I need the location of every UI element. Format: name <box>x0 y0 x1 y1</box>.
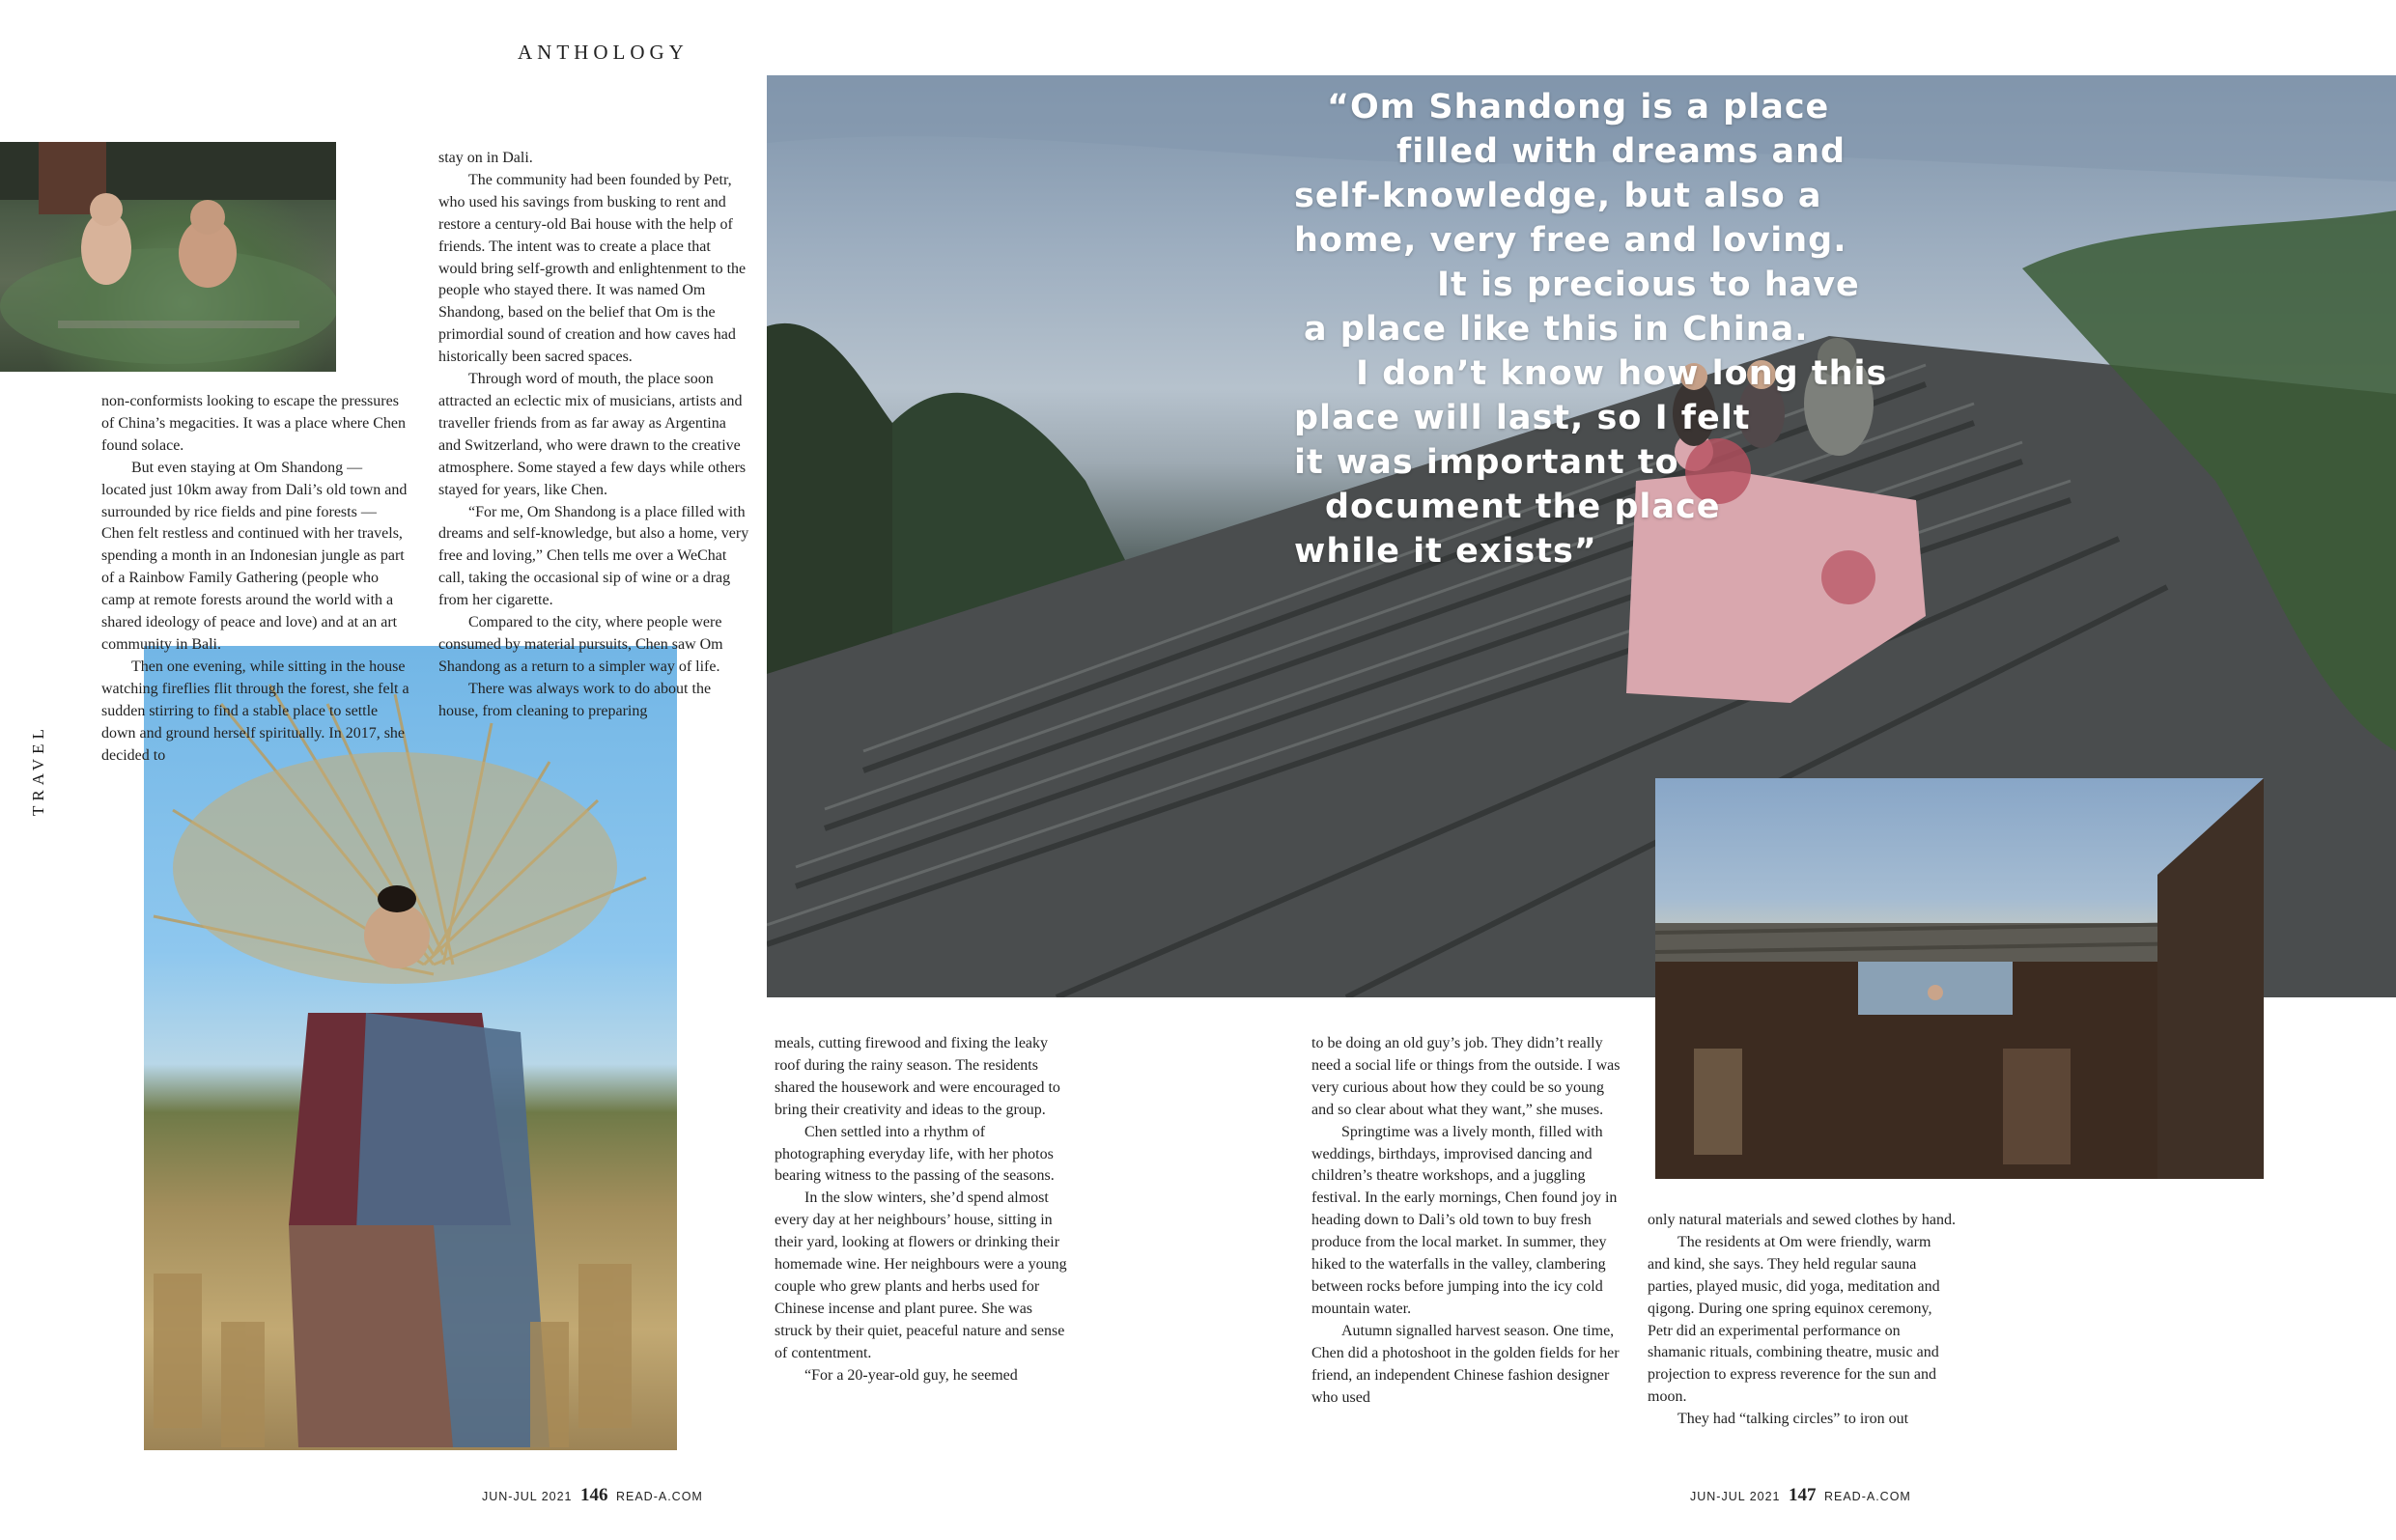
pull-quote-line: I don’t know how long this <box>1356 354 1888 393</box>
text-column-5 <box>1648 1210 1957 1431</box>
paragraph: Springtime was a lively month, filled with weddings, birthdays, improvised dancing and children’s theatre workshops, and a juggling festival. In the early mornings, Chen found joy in heading down to Dali’s old town to buy fresh produce from the local market. In summer, they hiked to the waterfalls in the valley, clambering between rocks before jumping into the icy cold mountain water. <box>1311 1123 1618 1317</box>
paragraph: But even staying at Om Shandong — located just 10km away from Dali’s old town and surrounded by rice fields and pine forests — Chen felt restless and continued with her travels, spending a month in an Indonesian jungle as part of a Rainbow Family Gathering (people who camp at remote forests around the world with a shared ideology of peace and love) and at an art community in Bali. <box>101 459 408 653</box>
pull-quote-line: place will last, so I felt <box>1294 399 1751 437</box>
paragraph: The residents at Om were friendly, warm and kind, she says. They held regular sauna parties, played music, did yoga, meditation and qigong. During one spring equinox ceremony, Petr did an experimental performance on shamanic rituals, combining theatre, music and projection to express reverence for the sun and moon. <box>1648 1233 1940 1406</box>
pull-quote-line: document the place <box>1325 488 1721 526</box>
section-label: TRAVEL <box>29 724 47 817</box>
masthead: ANTHOLOGY <box>518 41 689 64</box>
paragraph: There was always work to do about the house, from cleaning to preparing <box>438 680 712 719</box>
paragraph: to be doing an old guy’s job. They didn’t really need a social life or things from the outside. I was very curious about how they could be so young and so clear about what they want,” she muses. <box>1311 1035 1621 1118</box>
pull-quote-line: a place like this in China. <box>1304 310 1809 349</box>
folio-left <box>482 1485 703 1506</box>
pool-photo <box>0 142 336 372</box>
pull-quote-line: it was important to <box>1294 443 1679 482</box>
folio-right <box>1690 1485 1911 1506</box>
text-column-4 <box>1311 1033 1622 1409</box>
text-column-2 <box>438 148 749 723</box>
pull-quote-line: It is precious to have <box>1437 266 1860 304</box>
page-number: 146 <box>580 1485 608 1505</box>
folio-date: JUN-JUL 2021 <box>1690 1490 1781 1503</box>
paragraph: only natural materials and sewed clothes by hand. <box>1648 1212 1957 1228</box>
paragraph: They had “talking circles” to iron out <box>1677 1411 1909 1428</box>
paragraph: meals, cutting firewood and fixing the leaky roof during the rainy season. The residents shared the housework and were encouraged to bring their creativity and ideas to the group. <box>775 1035 1060 1118</box>
paragraph: stay on in Dali. <box>438 150 533 166</box>
paragraph: Chen settled into a rhythm of photographing everyday life, with her photos bearing witness to the passing of the seasons. <box>775 1123 1055 1185</box>
pull-quote-line: self-knowledge, but also a <box>1294 177 1822 215</box>
house-photo <box>1655 778 2264 1179</box>
paragraph: Then one evening, while sitting in the house watching fireflies flit through the forest, she felt a sudden stirring to find a stable place to settle down and ground herself spiritually. In 2017, she decided to <box>101 658 409 764</box>
pull-quote-line: filled with dreams and <box>1396 132 1846 171</box>
pull-quote-line: while it exists” <box>1294 532 1597 571</box>
paragraph: Compared to the city, where people were consumed by material pursuits, Chen saw Om Shandong as a return to a simpler way of life. <box>438 614 723 675</box>
folio-site: READ-A.COM <box>615 1490 703 1503</box>
paragraph: “For a 20-year-old guy, he seemed <box>804 1366 1018 1384</box>
paragraph: non-conformists looking to escape the pressures of China’s megacities. It was a place where Chen found solace. <box>101 393 406 454</box>
paragraph: “For me, Om Shandong is a place filled with dreams and self-knowledge, but also a home, very free and loving,” Chen tells me over a WeChat call, taking the occasional sip of wine or a drag from her cigarette. <box>438 503 749 609</box>
text-column-1 <box>101 391 410 767</box>
pull-quote-line: home, very free and loving. <box>1294 221 1847 260</box>
paragraph: The community had been founded by Petr, who used his savings from busking to rent and restore a century-old Bai house with the help of friends. The intent was to create a place that would bring self-growth and enlightenment to the people who stayed there. It was named Om Shandong, based on the belief that Om is the primordial sound of creation and how caves had historically been sacred spaces. <box>438 171 747 366</box>
paragraph: Autumn signalled harvest season. One time, Chen did a photoshoot in the golden fields for her friend, an independent Chinese fashion designer who used <box>1311 1322 1620 1406</box>
folio-site: READ-A.COM <box>1823 1490 1911 1503</box>
folio-date: JUN-JUL 2021 <box>482 1490 573 1503</box>
pull-quote <box>1294 41 1887 618</box>
page-number: 147 <box>1789 1485 1817 1505</box>
text-column-3 <box>775 1033 1070 1387</box>
pull-quote-line: “Om Shandong is a place <box>1327 88 1830 126</box>
paragraph: In the slow winters, she’d spend almost every day at her neighbours’ house, sitting in their yard, looking at flowers or drinking their homemade wine. Her neighbours were a young couple who grew plants and herbs used for Chinese incense and plant puree. She was struck by their quiet, peaceful nature and sense of contentment. <box>775 1190 1067 1361</box>
paragraph: Through word of mouth, the place soon attracted an eclectic mix of musicians, artists and traveller friends from as far away as Argentina and Switzerland, who were drawn to the creative atmosphere. Some stayed a few days while others stayed for years, like Chen. <box>438 371 747 498</box>
